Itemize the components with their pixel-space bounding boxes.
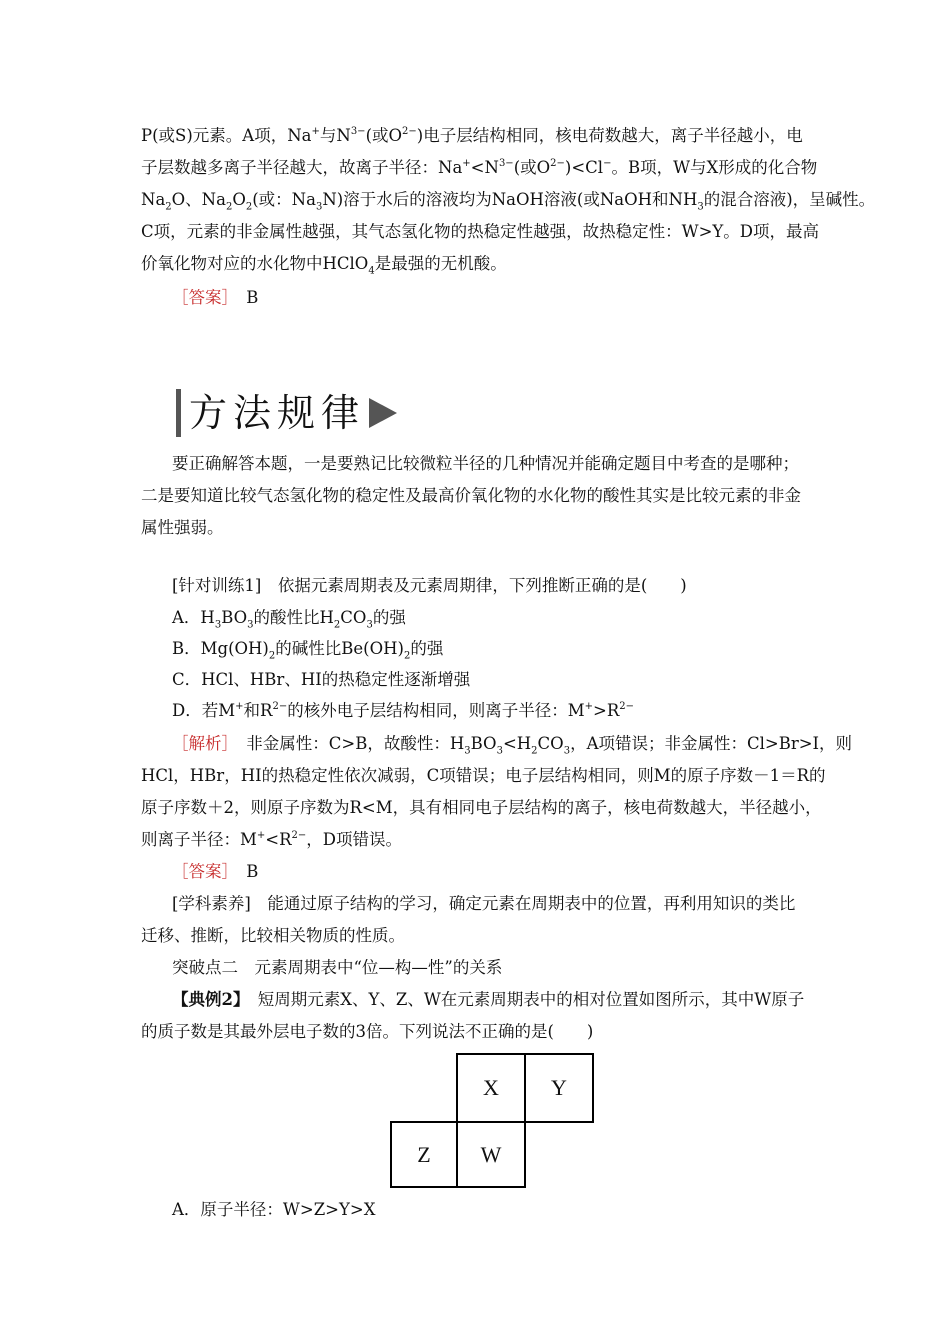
option-c: C．HCl、HBr、HI的热稳定性逐渐增强: [172, 670, 471, 689]
answer-label: ［答案］: [172, 288, 230, 307]
method-heading: [176, 388, 397, 438]
answer-line: [172, 860, 258, 884]
answer-line: [172, 286, 258, 310]
text-line: P(或S)元素。A项，Na+与$N^{3-}$(或$O^{2-}$)电子层结构相同，核电荷数越大，离子半径越小，电: [141, 125, 803, 145]
text-line: 二是要知道比较气态氢化物的稳定性及最高价氧化物的水化物的酸性其实是比较元素的非金: [141, 486, 801, 505]
text-line: C项，元素的非金属性越强，其气态氢化物的热稳定性越强，故热稳定性：W>Y。D项，最高: [141, 222, 820, 241]
option-a: A．$H_3BO_3$的酸性比$H_2CO_3$的强: [172, 608, 406, 631]
example-line: 【典例2】 短周期元素X、Y、Z、W在元素周期表中的相对位置如图所示，其中W原子: [172, 990, 805, 1009]
text-line: 则离子半径：$M^+<R^{2-}$，D项错误。: [141, 829, 403, 849]
text-line: 要正确解答本题，一是要熟记比较微粒半径的几种情况并能确定题目中考查的是哪种；: [172, 454, 799, 473]
text-line: 迁移、推断，比较相关物质的性质。: [141, 926, 405, 945]
text-line: 子层数越多离子半径越大，故离子半径：$Na^+<N^{3-}$(或$O^{2-})<Cl^-$。B项，W与X形成的化合物: [141, 157, 818, 177]
text-line: 价氧化物对应的水化物中HClO$_4$是最强的无机酸。: [141, 254, 507, 277]
training-question: [针对训练1] 依据元素周期表及元素周期律，下列推断正确的是( ): [172, 576, 687, 595]
answer-value: B: [246, 862, 259, 881]
option-b: B．$Mg(OH)_2$的碱性比$Be(OH)_2$的强: [172, 639, 444, 662]
example-label: 【典例2】: [172, 990, 242, 1009]
heading-bar: [176, 389, 181, 437]
option-a: A．原子半径：W>Z>Y>X: [172, 1200, 376, 1219]
text-line: 原子序数＋2，则原子序数为R<M，具有相同电子层结构的离子，核电荷数越大，半径越小，: [141, 798, 822, 817]
grid-cell-y: Y: [524, 1053, 594, 1123]
grid-cell-x: X: [456, 1053, 526, 1123]
grid-cell-w: W: [456, 1121, 526, 1188]
grid-cell-z: Z: [390, 1121, 458, 1188]
text-line: 的质子数是其最外层电子数的3倍。下列说法不正确的是( ): [141, 1022, 594, 1041]
option-d: D．若M+和$R^{2-}$的核外电子层结构相同，则离子半径：$M^+>R^{2-}$: [172, 700, 634, 720]
text-line: 属性强弱。: [141, 518, 224, 537]
play-triangle-icon: [369, 398, 397, 428]
answer-value: B: [246, 288, 259, 307]
analysis-label: ［解析］: [172, 734, 230, 753]
text-line: $Na_2O$、$Na_2O_2$(或：$Na_3N$)溶于水后的溶液均为NaOH溶液(或NaOH和$NH_3$的混合溶液)，呈碱性。: [141, 190, 876, 213]
section-title: 突破点二 元素周期表中“位—构—性”的关系: [172, 958, 503, 977]
analysis-line: ［解析］ 非金属性：C>B，故酸性：$H_3BO_3<H_2CO_3$，A项错误；非金属性：Cl>Br>I，则: [172, 734, 853, 757]
text-line: [学科素养] 能通过原子结构的学习，确定元素在周期表中的位置，再利用知识的类比: [172, 894, 796, 913]
answer-label: ［答案］: [172, 862, 230, 881]
text-line: HCl，HBr，HI的热稳定性依次减弱，C项错误；电子层结构相同，则M的原子序数－1＝R的: [141, 766, 826, 785]
heading-title: 方法规律: [189, 391, 366, 435]
